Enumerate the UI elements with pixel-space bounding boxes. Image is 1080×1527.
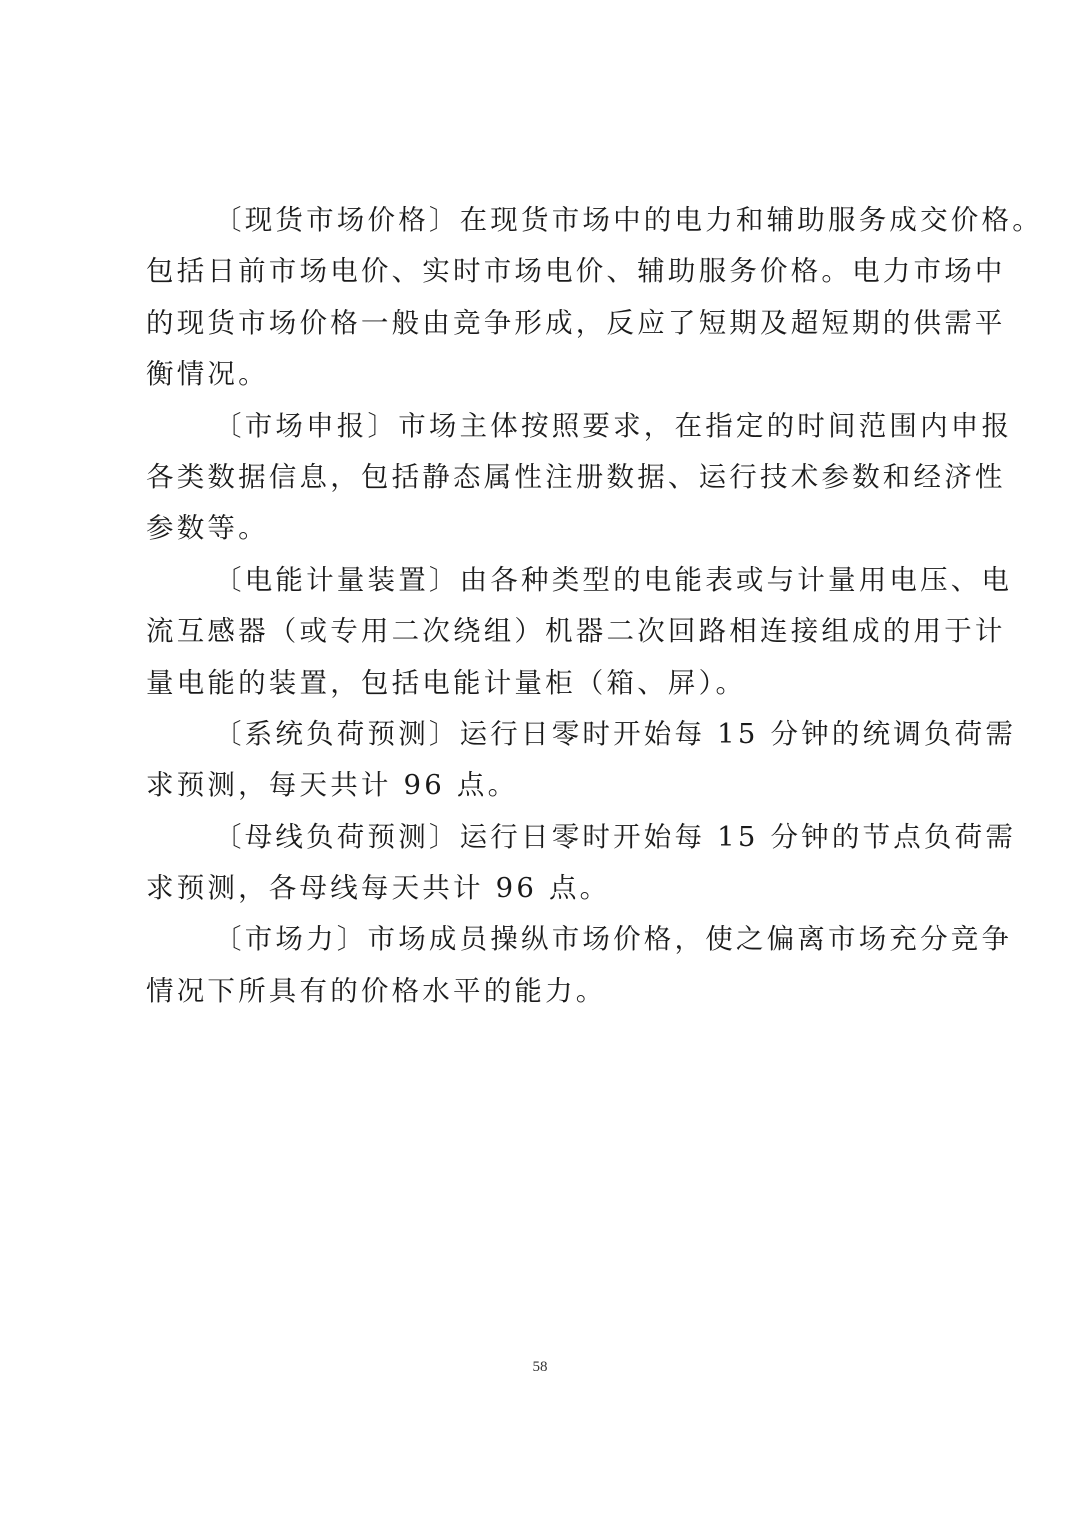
paragraph-line: 〔母线负荷预测〕运行日零时开始每 15 分钟的节点负荷需 xyxy=(214,820,1017,853)
paragraph-line: 〔现货市场价格〕在现货市场中的电力和辅助服务成交价格。 xyxy=(214,204,1043,236)
paragraph-line: 求预测，各母线每天共计 96 点。 xyxy=(146,872,611,905)
paragraph-metering-device xyxy=(146,555,1013,709)
paragraph-system-load-forecast xyxy=(146,709,1017,812)
paragraph-bus-load-forecast xyxy=(146,812,1017,915)
paragraph-line: 量电能的装置，包括电能计量柜（箱、屏）。 xyxy=(146,666,747,699)
paragraph-line: 包括日前市场电价、实时市场电价、辅助服务价格。电力市场中 xyxy=(146,255,1006,288)
paragraph-line: 各类数据信息，包括静态属性注册数据、运行技术参数和经济性 xyxy=(146,460,1006,493)
paragraph-line: 参数等。 xyxy=(146,512,269,545)
paragraph-line: 〔电能计量装置〕由各种类型的电能表或与计量用电压、电 xyxy=(214,563,1013,596)
paragraph-market-power xyxy=(146,914,1013,1017)
paragraph-line: 的现货市场价格一般由竞争形成，反应了短期及超短期的供需平 xyxy=(146,306,1006,339)
paragraph-spot-market-price xyxy=(146,195,1043,401)
paragraph-line: 〔市场力〕市场成员操纵市场价格，使之偏离市场充分竞争 xyxy=(214,923,1013,956)
paragraph-line: 流互感器（或专用二次绕组）机器二次回路相连接组成的用于计 xyxy=(146,615,1006,648)
paragraph-line: 〔市场申报〕市场主体按照要求，在指定的时间范围内申报 xyxy=(214,409,1013,442)
paragraph-line: 〔系统负荷预测〕运行日零时开始每 15 分钟的统调负荷需 xyxy=(214,717,1017,750)
page-number: 58 xyxy=(532,1359,548,1375)
paragraph-market-declaration xyxy=(146,401,1013,555)
paragraph-line: 求预测，每天共计 96 点。 xyxy=(146,769,519,802)
paragraph-line: 衡情况。 xyxy=(146,358,269,391)
paragraph-line: 情况下所具有的价格水平的能力。 xyxy=(146,974,607,1007)
document-body xyxy=(146,195,1043,1017)
